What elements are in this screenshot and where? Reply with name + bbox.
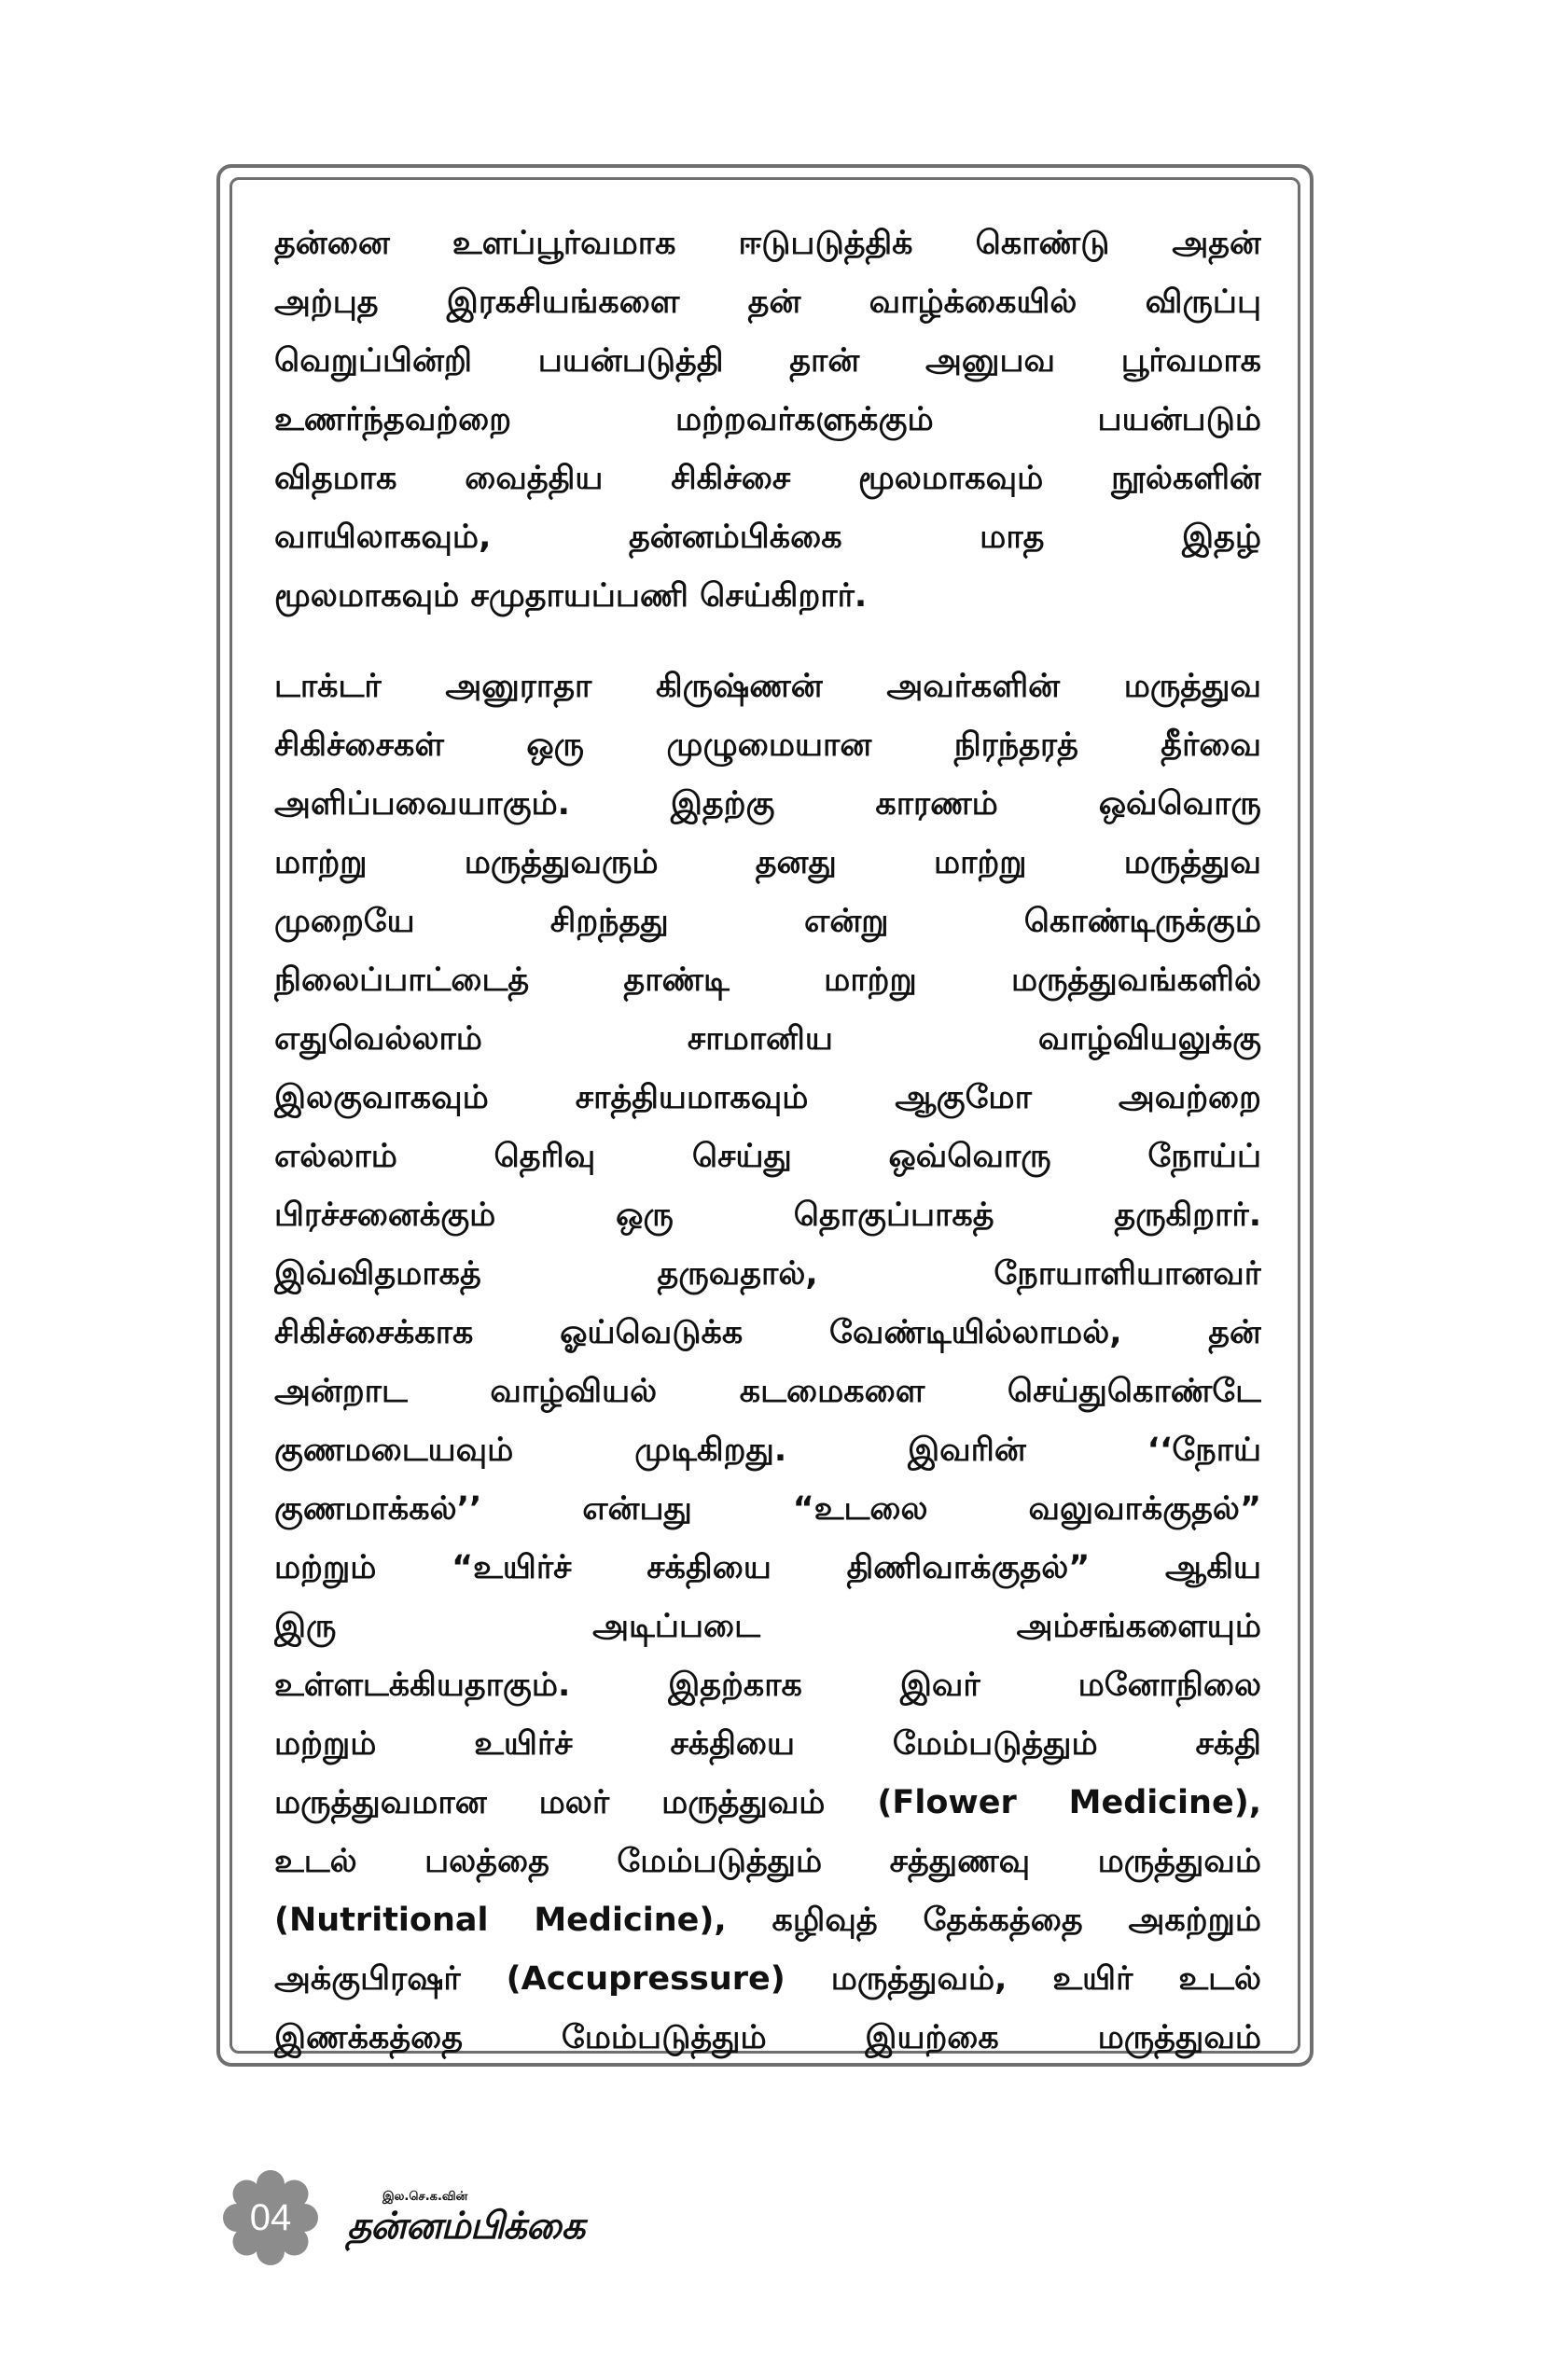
magazine-subtitle: இல.செ.க.வின்	[382, 2190, 468, 2204]
page-number: 04	[249, 2197, 292, 2238]
text-line: அற்புத இரகசியங்களை தன் வாழ்க்கையில் விருப்பு	[274, 284, 1261, 321]
article-body	[274, 214, 1261, 2068]
text-line: இணக்கத்தை மேம்படுத்தும் இயற்கை மருத்துவம்	[274, 2019, 1261, 2056]
text-line: சிகிச்சைக்காக ஓய்வெடுக்க வேண்டியில்லாமல், தன்	[274, 1314, 1261, 1351]
text-line: தன்னை உளப்பூர்வமாக ஈடுபடுத்திக் கொண்டு அதன்	[274, 225, 1261, 262]
text-line: பிரச்சனைக்கும் ஒரு தொகுப்பாகத் தருகிறார்.	[274, 1197, 1261, 1234]
page-footer	[222, 2162, 688, 2274]
text-line: முறையே சிறந்தது என்று கொண்டிருக்கும்	[274, 903, 1261, 940]
text-line: குணமடையவும் முடிகிறது. இவரின் ‘‘நோய்	[274, 1432, 1261, 1469]
magazine-title: தன்னம்பிக்கை	[347, 2205, 585, 2248]
paragraph-2	[274, 657, 1261, 2068]
paragraph-1	[274, 214, 1261, 626]
text-line: அக்குபிரஷர் (Accupressure) மருத்துவம், உயிர் உடல்	[274, 1960, 1261, 1998]
text-line: அளிப்பவையாகும். இதற்கு காரணம் ஒவ்வொரு	[274, 785, 1261, 823]
text-line: உள்ளடக்கியதாகும். இதற்காக இவர் மனோநிலை	[274, 1667, 1261, 1704]
text-line: விதமாக வைத்திய சிகிச்சை மூலமாகவும் நூல்களின்	[274, 460, 1261, 497]
text-line: இலகுவாகவும் சாத்தியமாகவும் ஆகுமோ அவற்றை	[274, 1079, 1261, 1116]
text-line: இரு அடிப்படை அம்சங்களையும்	[274, 1608, 1261, 1645]
text-line: நிலைப்பாட்டைத் தாண்டி மாற்று மருத்துவங்களில்	[274, 962, 1261, 999]
text-line: எதுவெல்லாம் சாமானிய வாழ்வியலுக்கு	[274, 1020, 1261, 1058]
text-line: இவ்விதமாகத் தருவதால், நோயாளியானவர்	[274, 1255, 1261, 1293]
text-line: மற்றும் “உயிர்ச் சக்தியை திணிவாக்குதல்” ஆகிய	[274, 1549, 1261, 1586]
text-line: உடல் பலத்தை மேம்படுத்தும் சத்துணவு மருத்துவம்	[274, 1843, 1261, 1880]
text-line: மூலமாகவும் சமுதாயப்பணி செய்கிறார்.	[274, 577, 868, 615]
text-line: (Nutritional Medicine), கழிவுத் தேக்கத்தை அகற்றும்	[274, 1902, 1261, 1939]
text-line: மாற்று மருத்துவரும் தனது மாற்று மருத்துவ	[274, 844, 1261, 881]
page-number-badge	[222, 2169, 319, 2266]
text-line: மற்றும் உயிர்ச் சக்தியை மேம்படுத்தும் சக்தி	[274, 1725, 1261, 1763]
text-line: டாக்டர் அனுராதா கிருஷ்ணன் அவர்களின் மருத்துவ	[274, 668, 1261, 705]
text-line: வெறுப்பின்றி பயன்படுத்தி தான் அனுபவ பூர்வமாக	[274, 342, 1261, 380]
text-line: உணர்ந்தவற்றை மற்றவர்களுக்கும் பயன்படும்	[274, 401, 1261, 438]
text-line: எல்லாம் தெரிவு செய்து ஒவ்வொரு நோய்ப்	[274, 1138, 1261, 1175]
text-line: வாயிலாகவும், தன்னம்பிக்கை மாத இதழ்	[274, 519, 1261, 556]
text-line: அன்றாட வாழ்வியல் கடமைகளை செய்துகொண்டே	[274, 1373, 1261, 1410]
text-line: குணமாக்கல்’’ என்பது “உடலை வலுவாக்குதல்”	[274, 1490, 1261, 1528]
text-line: மருத்துவமான மலர் மருத்துவம் (Flower Medicine),	[274, 1784, 1261, 1821]
text-line: சிகிச்சைகள் ஒரு முழுமையான நிரந்தரத் தீர்வை	[274, 726, 1261, 764]
